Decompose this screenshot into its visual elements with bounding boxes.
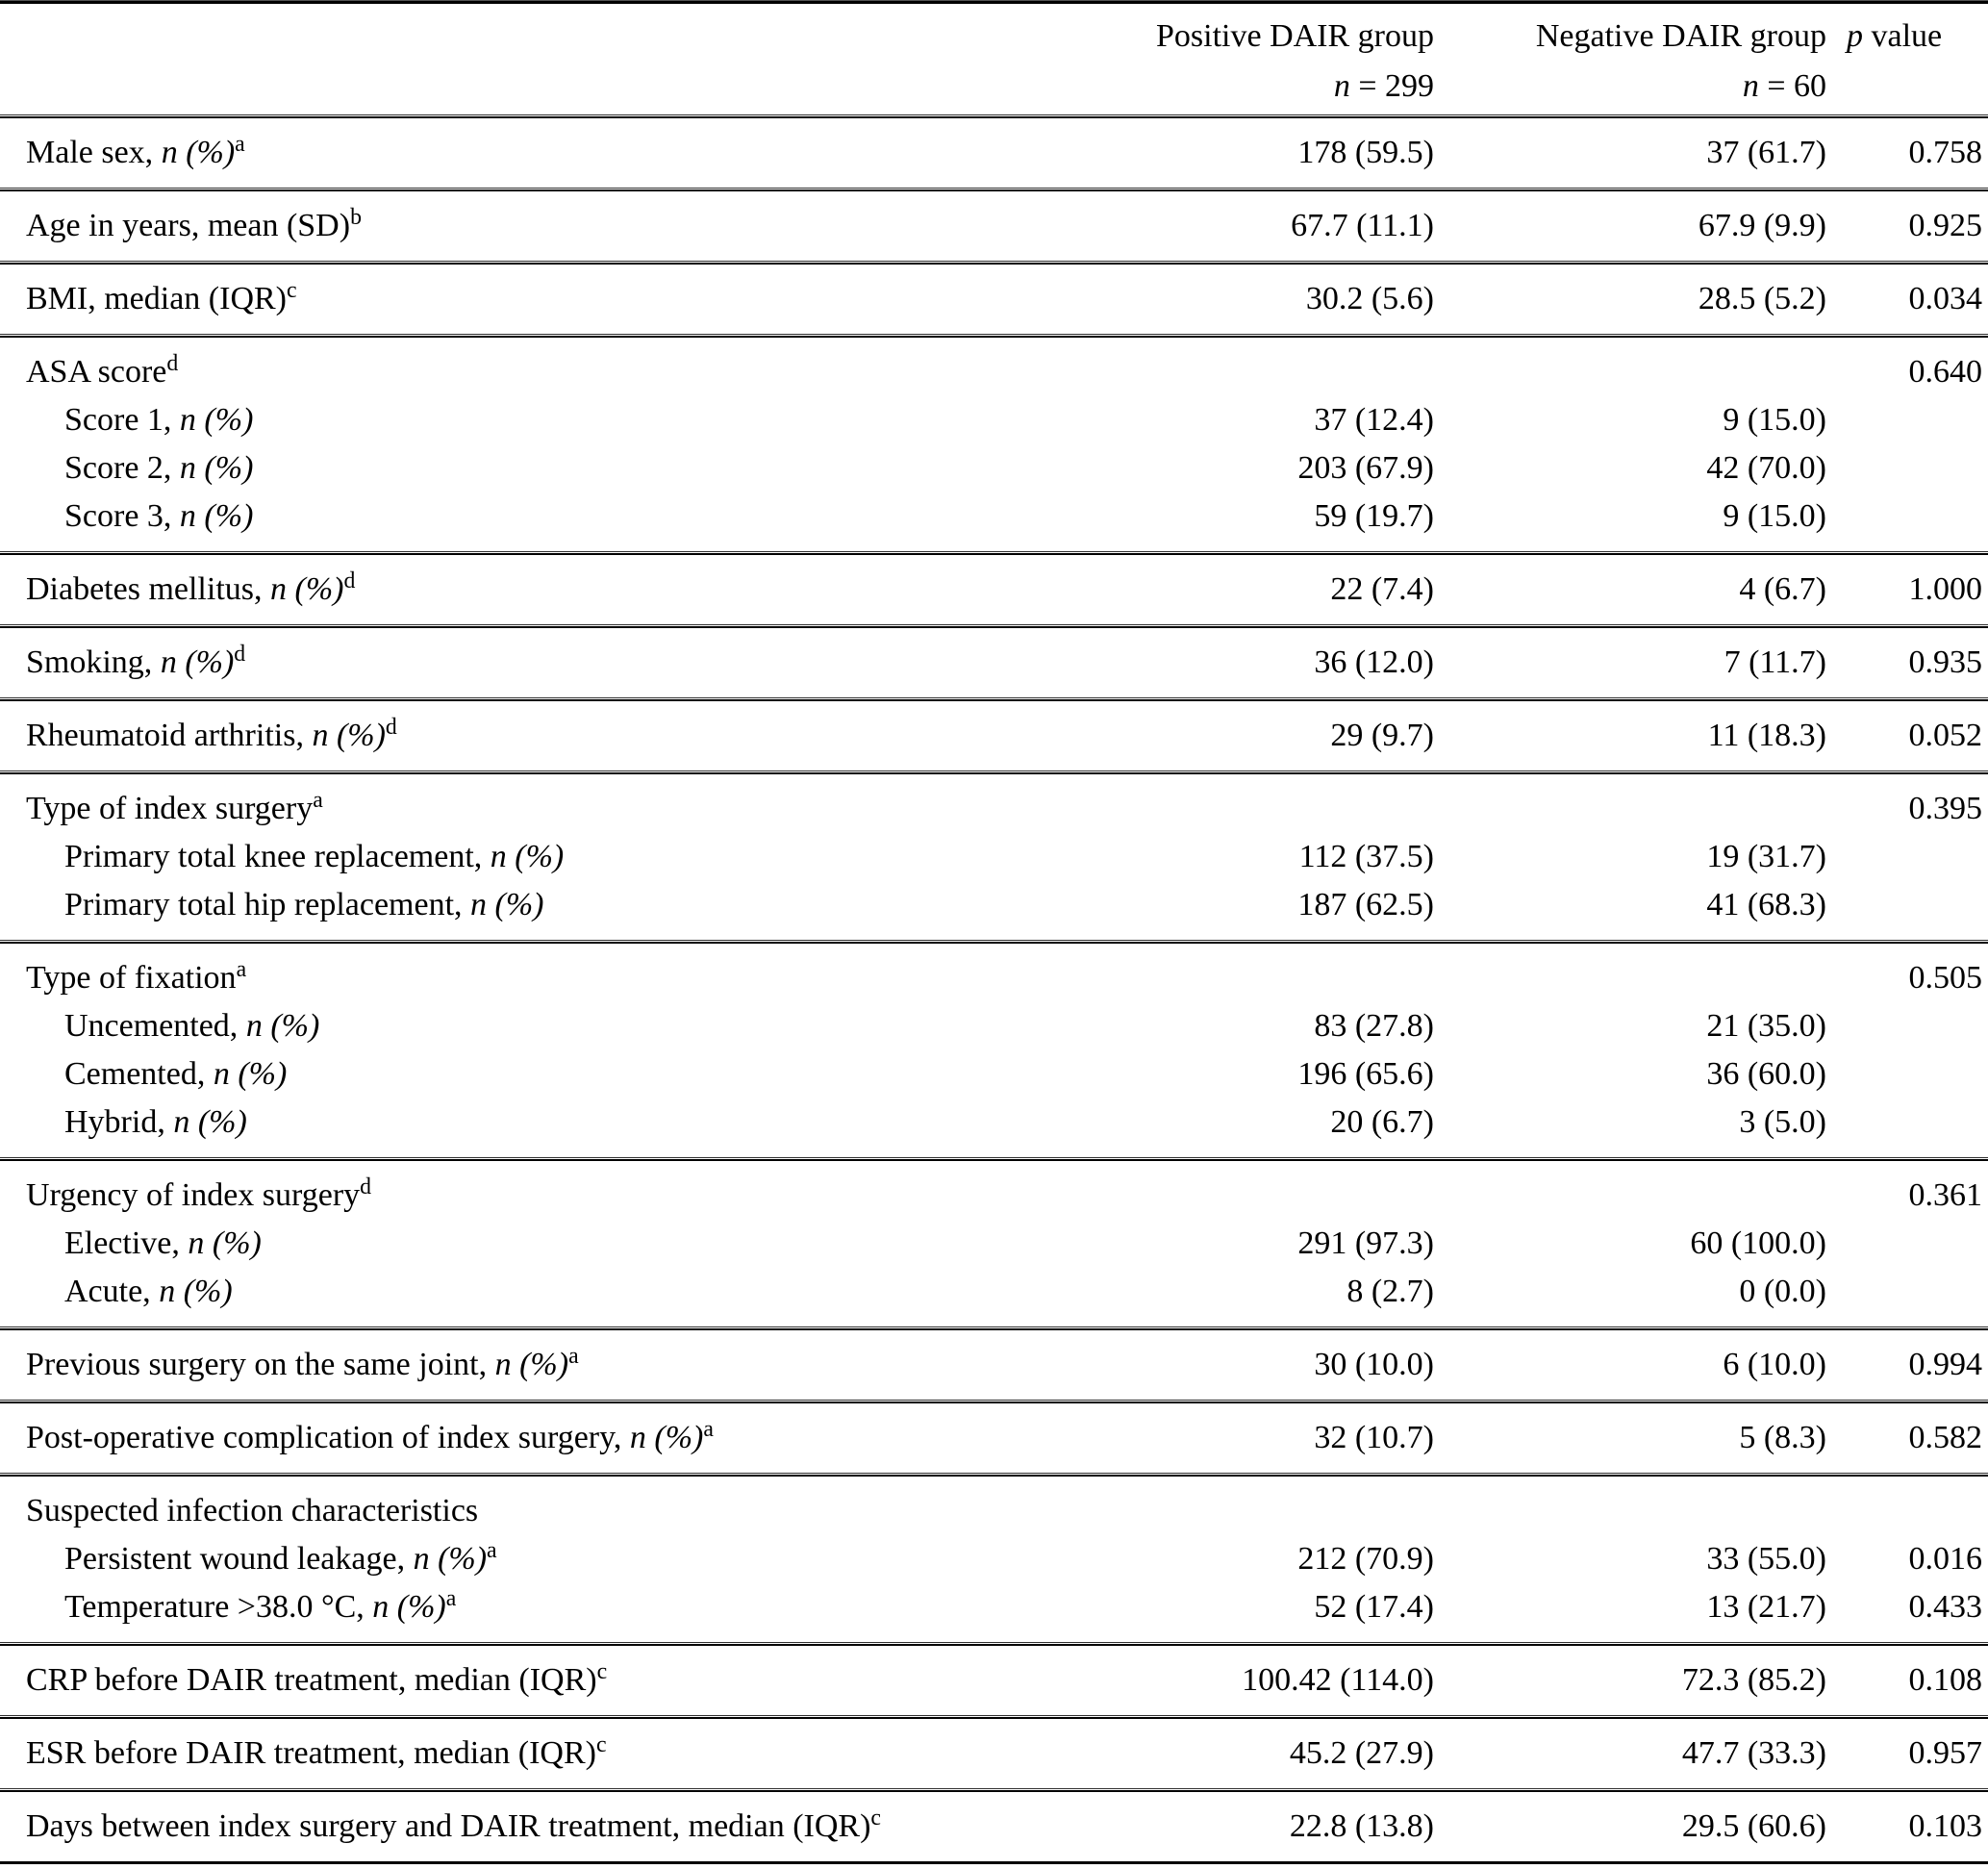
p-value: 0.640 bbox=[1908, 354, 1982, 390]
row-label-text: Persistent wound leakage, bbox=[64, 1541, 406, 1577]
row-label-italic: n (%) bbox=[490, 839, 565, 874]
table-row bbox=[0, 954, 1988, 1002]
p-value: 0.582 bbox=[1908, 1420, 1982, 1455]
negative-group-value bbox=[1434, 954, 1826, 955]
row-label-italic: n (%) bbox=[213, 1056, 288, 1092]
row-footnote-superscript: a bbox=[235, 132, 245, 158]
row-footnote-superscript: a bbox=[487, 1538, 497, 1564]
p-value: 0.935 bbox=[1908, 644, 1982, 680]
p-value bbox=[1826, 881, 1988, 882]
table-subrow bbox=[0, 396, 1988, 444]
header-negative-n bbox=[1434, 62, 1826, 112]
header-p-value-label bbox=[1847, 12, 1988, 62]
row-label-text: Primary total hip replacement, bbox=[64, 887, 463, 922]
table-row bbox=[0, 566, 1988, 614]
positive-group-value: 30 (10.0) bbox=[1314, 1347, 1434, 1382]
row-label-text: Temperature >38.0 °C, bbox=[64, 1589, 365, 1625]
row-label bbox=[0, 1803, 1078, 1851]
row-footnote-superscript: c bbox=[596, 1659, 608, 1685]
table-block bbox=[0, 1403, 1988, 1473]
table-subrow bbox=[0, 1050, 1988, 1099]
row-label bbox=[0, 785, 1078, 833]
row-label bbox=[0, 493, 1078, 541]
table-body bbox=[0, 118, 1988, 1861]
row-label bbox=[0, 833, 1078, 881]
row-label bbox=[0, 1656, 1078, 1705]
row-footnote-superscript: d bbox=[234, 642, 246, 668]
p-value bbox=[1826, 1268, 1988, 1269]
row-label-text: Score 2, bbox=[64, 450, 172, 486]
row-label bbox=[0, 712, 1078, 760]
table-subrow bbox=[0, 1002, 1988, 1050]
table-block bbox=[0, 701, 1988, 770]
row-label bbox=[0, 1002, 1078, 1050]
row-footnote-superscript: a bbox=[703, 1417, 714, 1443]
positive-group-value bbox=[1078, 954, 1434, 955]
positive-group-value bbox=[1078, 1172, 1434, 1173]
negative-group-value: 7 (11.7) bbox=[1724, 644, 1826, 680]
negative-group-value: 6 (10.0) bbox=[1723, 1347, 1826, 1382]
row-label-text: ASA score bbox=[26, 354, 167, 390]
row-label-text: Diabetes mellitus, bbox=[26, 571, 263, 607]
positive-group-value: 29 (9.7) bbox=[1330, 718, 1434, 753]
table-subrow bbox=[0, 1583, 1988, 1631]
row-footnote-superscript: c bbox=[870, 1806, 881, 1831]
p-value: 0.016 bbox=[1908, 1541, 1982, 1577]
row-footnote-superscript: a bbox=[236, 957, 247, 983]
row-label-italic: n (%) bbox=[159, 1274, 233, 1309]
row-label-italic: n (%) bbox=[270, 571, 344, 607]
p-value bbox=[1826, 1487, 1988, 1488]
table-row bbox=[0, 1341, 1988, 1389]
table-row bbox=[0, 639, 1988, 687]
row-label bbox=[0, 129, 1078, 177]
row-footnote-superscript: a bbox=[313, 788, 323, 814]
row-label-text: Score 3, bbox=[64, 498, 172, 534]
negative-group-value: 29.5 (60.6) bbox=[1681, 1808, 1826, 1844]
negative-group-value: 4 (6.7) bbox=[1739, 571, 1826, 607]
row-footnote-superscript: d bbox=[343, 568, 356, 594]
table-row bbox=[0, 348, 1988, 396]
header-empty-cell bbox=[0, 12, 1078, 13]
negative-group-value: 72.3 (85.2) bbox=[1681, 1662, 1826, 1698]
row-label-italic: n (%) bbox=[245, 1008, 320, 1044]
p-value: 1.000 bbox=[1908, 571, 1982, 607]
negative-group-value: 5 (8.3) bbox=[1739, 1420, 1826, 1455]
positive-group-value bbox=[1078, 1487, 1434, 1488]
positive-group-value: 8 (2.7) bbox=[1346, 1274, 1434, 1309]
row-label bbox=[0, 396, 1078, 444]
p-value: 0.957 bbox=[1908, 1735, 1982, 1771]
negative-group-value: 47.7 (33.3) bbox=[1681, 1735, 1826, 1771]
p-value bbox=[1826, 396, 1988, 397]
row-label-text: Rheumatoid arthritis, bbox=[26, 718, 304, 753]
p-symbol-italic: p bbox=[1847, 18, 1863, 54]
p-value: 0.103 bbox=[1908, 1808, 1982, 1844]
negative-group-value bbox=[1434, 1487, 1826, 1488]
table-block bbox=[0, 944, 1988, 1157]
table-subrow bbox=[0, 881, 1988, 929]
row-label-italic: n (%) bbox=[372, 1589, 446, 1625]
p-value: 0.925 bbox=[1908, 208, 1982, 243]
negative-group-value: 21 (35.0) bbox=[1706, 1008, 1826, 1044]
negative-group-value: 13 (21.7) bbox=[1706, 1589, 1826, 1625]
p-value: 0.758 bbox=[1908, 135, 1982, 170]
table-subrow bbox=[0, 493, 1988, 541]
table-block bbox=[0, 1330, 1988, 1400]
table-subrow bbox=[0, 1268, 1988, 1316]
p-value: 0.505 bbox=[1908, 960, 1982, 996]
table-row bbox=[0, 275, 1988, 323]
p-value: 0.052 bbox=[1908, 718, 1982, 753]
bottom-margin bbox=[0, 1864, 1988, 1868]
n-symbol-italic: n bbox=[1742, 68, 1759, 104]
table-block bbox=[0, 1719, 1988, 1788]
row-label bbox=[0, 444, 1078, 493]
positive-group-value bbox=[1078, 785, 1434, 786]
table-row bbox=[0, 1414, 1988, 1462]
row-label bbox=[0, 348, 1078, 396]
row-label-italic: n (%) bbox=[160, 644, 235, 680]
negative-group-value: 28.5 (5.2) bbox=[1698, 281, 1826, 316]
p-value-word: value bbox=[1871, 18, 1943, 54]
row-label bbox=[0, 1050, 1078, 1099]
row-label-text: ESR before DAIR treatment, median (IQR) bbox=[26, 1735, 596, 1771]
row-label-text: Score 1, bbox=[64, 402, 172, 438]
row-label-text: Acute, bbox=[64, 1274, 151, 1309]
table-subrow bbox=[0, 833, 1988, 881]
positive-group-value: 59 (19.7) bbox=[1314, 498, 1434, 534]
row-label bbox=[0, 1414, 1078, 1462]
table-subrow bbox=[0, 444, 1988, 493]
row-label-italic: n (%) bbox=[179, 450, 254, 486]
negative-group-value: 42 (70.0) bbox=[1706, 450, 1826, 486]
row-label-italic: n (%) bbox=[161, 135, 236, 170]
negative-group-value: 0 (0.0) bbox=[1739, 1274, 1826, 1309]
positive-group-value: 291 (97.3) bbox=[1297, 1225, 1434, 1261]
row-label-italic: n (%) bbox=[173, 1104, 247, 1140]
table-row bbox=[0, 129, 1988, 177]
positive-group-value: 22.8 (13.8) bbox=[1289, 1808, 1434, 1844]
p-value: 0.034 bbox=[1908, 281, 1982, 316]
row-label-text: Hybrid, bbox=[64, 1104, 165, 1140]
row-footnote-superscript: c bbox=[287, 278, 297, 304]
table-row bbox=[0, 712, 1988, 760]
header-positive-n bbox=[1078, 62, 1434, 112]
table-block bbox=[0, 191, 1988, 261]
table-row bbox=[0, 1172, 1988, 1220]
row-label-text: Previous surgery on the same joint, bbox=[26, 1347, 488, 1382]
negative-group-value: 33 (55.0) bbox=[1706, 1541, 1826, 1577]
n-symbol-italic: n bbox=[1333, 68, 1350, 104]
row-label bbox=[0, 275, 1078, 323]
n-value: = 60 bbox=[1767, 68, 1826, 104]
row-label bbox=[0, 1268, 1078, 1316]
header-negative-title: Negative DAIR group bbox=[1535, 18, 1826, 54]
p-value: 0.994 bbox=[1908, 1347, 1982, 1382]
row-label bbox=[0, 1535, 1078, 1583]
positive-group-value: 45.2 (27.9) bbox=[1289, 1735, 1434, 1771]
positive-group-value: 30.2 (5.6) bbox=[1305, 281, 1434, 316]
table-subrow bbox=[0, 1099, 1988, 1147]
negative-group-value: 36 (60.0) bbox=[1706, 1056, 1826, 1092]
negative-group-value: 9 (15.0) bbox=[1723, 402, 1826, 438]
row-label bbox=[0, 881, 1078, 929]
table-row bbox=[0, 1803, 1988, 1851]
negative-group-value bbox=[1434, 1172, 1826, 1173]
table-header bbox=[0, 4, 1988, 114]
row-label-italic: n (%) bbox=[179, 402, 254, 438]
positive-group-value: 212 (70.9) bbox=[1297, 1541, 1434, 1577]
row-label-text: Smoking, bbox=[26, 644, 153, 680]
p-value: 0.433 bbox=[1908, 1589, 1982, 1625]
row-label-text: Type of index surgery bbox=[26, 791, 314, 826]
negative-group-value: 60 (100.0) bbox=[1690, 1225, 1826, 1261]
p-value: 0.108 bbox=[1908, 1662, 1982, 1698]
positive-group-value: 20 (6.7) bbox=[1330, 1104, 1434, 1140]
positive-group-value: 196 (65.6) bbox=[1297, 1056, 1434, 1092]
row-footnote-superscript: d bbox=[385, 715, 397, 741]
table-row bbox=[0, 1487, 1988, 1535]
negative-group-value: 67.9 (9.9) bbox=[1698, 208, 1826, 243]
row-footnote-superscript: a bbox=[568, 1344, 579, 1370]
p-value bbox=[1826, 833, 1988, 834]
row-label-text: Male sex, bbox=[26, 135, 154, 170]
table-row bbox=[0, 202, 1988, 250]
row-label-text: Suspected infection characteristics bbox=[26, 1493, 479, 1528]
negative-group-value bbox=[1434, 348, 1826, 349]
row-label-italic: n (%) bbox=[494, 1347, 569, 1382]
row-label-italic: n (%) bbox=[629, 1420, 704, 1455]
table-row bbox=[0, 785, 1988, 833]
positive-group-value: 178 (59.5) bbox=[1297, 135, 1434, 170]
p-value bbox=[1826, 444, 1988, 445]
positive-group-value: 36 (12.0) bbox=[1314, 644, 1434, 680]
table-block bbox=[0, 118, 1988, 188]
row-label bbox=[0, 566, 1078, 614]
positive-group-value: 83 (27.8) bbox=[1314, 1008, 1434, 1044]
table-block bbox=[0, 774, 1988, 940]
row-footnote-superscript: a bbox=[445, 1586, 457, 1612]
row-label bbox=[0, 639, 1078, 687]
positive-group-value: 32 (10.7) bbox=[1314, 1420, 1434, 1455]
row-label-text: CRP before DAIR treatment, median (IQR) bbox=[26, 1662, 597, 1698]
table-block bbox=[0, 1792, 1988, 1861]
p-value bbox=[1826, 1220, 1988, 1221]
positive-group-value: 52 (17.4) bbox=[1314, 1589, 1434, 1625]
table-block bbox=[0, 338, 1988, 551]
table-subrow bbox=[0, 1535, 1988, 1583]
negative-group-value: 3 (5.0) bbox=[1739, 1104, 1826, 1140]
header-negative-group bbox=[1434, 12, 1826, 112]
row-label-text: Type of fixation bbox=[26, 960, 237, 996]
table-subrow bbox=[0, 1220, 1988, 1268]
positive-group-value: 37 (12.4) bbox=[1314, 402, 1434, 438]
row-label bbox=[0, 1099, 1078, 1147]
row-label bbox=[0, 202, 1078, 250]
row-label bbox=[0, 1583, 1078, 1631]
row-label-italic: n (%) bbox=[470, 887, 544, 922]
row-footnote-superscript: c bbox=[595, 1732, 607, 1758]
row-label-text: Uncemented, bbox=[64, 1008, 239, 1044]
row-label bbox=[0, 1730, 1078, 1778]
table-block bbox=[0, 628, 1988, 697]
table-block bbox=[0, 1477, 1988, 1642]
p-value bbox=[1826, 1002, 1988, 1003]
header-positive-title: Positive DAIR group bbox=[1156, 18, 1434, 54]
row-label-text: Primary total knee replacement, bbox=[64, 839, 483, 874]
header-positive-group bbox=[1078, 12, 1434, 112]
n-value: = 299 bbox=[1358, 68, 1434, 104]
negative-group-value: 11 (18.3) bbox=[1707, 718, 1826, 753]
row-label-italic: n (%) bbox=[312, 718, 386, 753]
row-label bbox=[0, 1341, 1078, 1389]
positive-group-value: 112 (37.5) bbox=[1298, 839, 1434, 874]
negative-group-value: 41 (68.3) bbox=[1706, 887, 1826, 922]
row-label bbox=[0, 1172, 1078, 1220]
row-label-text: Elective, bbox=[64, 1225, 180, 1261]
row-label-text: Cemented, bbox=[64, 1056, 206, 1092]
p-value bbox=[1826, 1050, 1988, 1051]
row-label-italic: n (%) bbox=[188, 1225, 262, 1261]
header-p-value bbox=[1826, 12, 1988, 62]
table-block bbox=[0, 1646, 1988, 1715]
p-value: 0.361 bbox=[1908, 1177, 1982, 1213]
positive-group-value: 100.42 (114.0) bbox=[1242, 1662, 1434, 1698]
row-footnote-superscript: d bbox=[360, 1174, 372, 1200]
positive-group-value: 203 (67.9) bbox=[1297, 450, 1434, 486]
row-footnote-superscript: d bbox=[166, 351, 179, 377]
row-label bbox=[0, 1487, 1078, 1535]
table-row bbox=[0, 1656, 1988, 1705]
row-label-text: Post-operative complication of index surgery, bbox=[26, 1420, 622, 1455]
table-block bbox=[0, 1161, 1988, 1326]
row-label-text: Days between index surgery and DAIR treatment, median (IQR) bbox=[26, 1808, 871, 1844]
negative-group-value: 37 (61.7) bbox=[1706, 135, 1826, 170]
positive-group-value: 187 (62.5) bbox=[1297, 887, 1434, 922]
row-label-text: Urgency of index surgery bbox=[26, 1177, 361, 1213]
positive-group-value bbox=[1078, 348, 1434, 349]
row-label-text: BMI, median (IQR) bbox=[26, 281, 288, 316]
row-label-italic: n (%) bbox=[413, 1541, 488, 1577]
row-label-italic: n (%) bbox=[179, 498, 254, 534]
row-label bbox=[0, 1220, 1078, 1268]
row-label bbox=[0, 954, 1078, 1002]
positive-group-value: 22 (7.4) bbox=[1330, 571, 1434, 607]
row-label-text: Age in years, mean (SD) bbox=[26, 208, 351, 243]
table-block bbox=[0, 555, 1988, 624]
positive-group-value: 67.7 (11.1) bbox=[1291, 208, 1434, 243]
p-value: 0.395 bbox=[1908, 791, 1982, 826]
table-block bbox=[0, 265, 1988, 334]
negative-group-value: 19 (31.7) bbox=[1706, 839, 1826, 874]
negative-group-value: 9 (15.0) bbox=[1723, 498, 1826, 534]
table-row bbox=[0, 1730, 1988, 1778]
row-footnote-superscript: b bbox=[350, 205, 362, 231]
negative-group-value bbox=[1434, 785, 1826, 786]
